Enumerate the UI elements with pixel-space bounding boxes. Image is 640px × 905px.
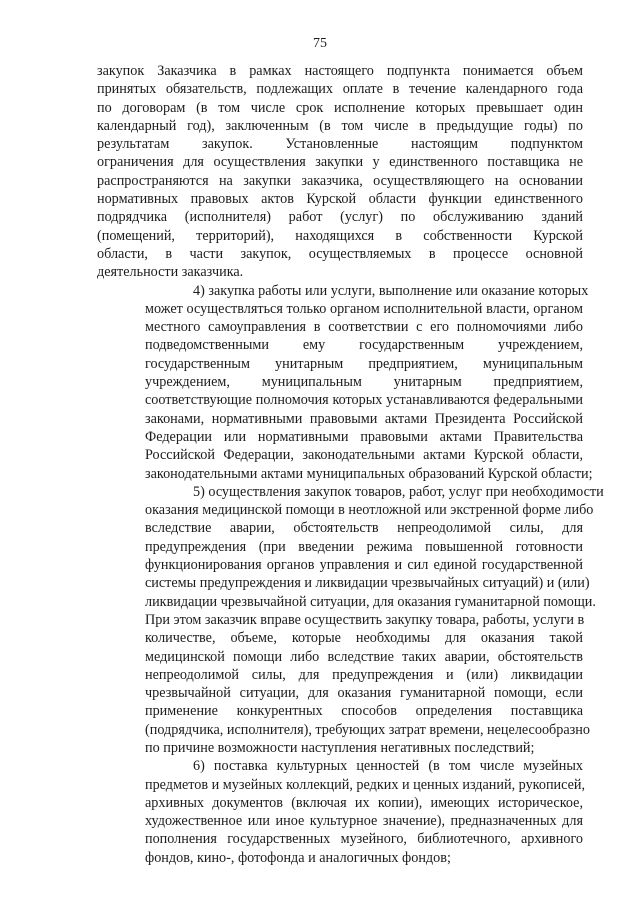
text-line: законодательными актами муниципальных образований Курской области; (145, 465, 593, 482)
text-line: результатам закупок. Установленные настоящим подпунктом (97, 136, 583, 153)
text-line: Российской Федерации, законодательными актами Курской области, (145, 447, 583, 464)
text-line: области, в части закупок, осуществляемых в процессе основной (97, 245, 583, 262)
text-line: 5) осуществления закупок товаров, работ, услуг при необходимости (193, 483, 604, 500)
paragraph-p4 (97, 757, 586, 867)
text-line: календарный год), заключенным (в том числе в предыдущие годы) по (97, 117, 583, 134)
paragraph-p3 (97, 483, 604, 757)
paragraph-p1 (97, 62, 583, 282)
text-line: ограничения для осуществления закупки у единственного поставщика не (97, 154, 583, 171)
text-line: количестве, объеме, которые необходимы для оказания такой (145, 630, 583, 647)
text-line: (помещений, территорий), находящихся в собственности Курской (97, 227, 583, 244)
text-line: (подрядчика, исполнителя), требующих затрат времени, нецелесообразно (145, 721, 590, 738)
text-line: медицинской помощи либо вследствие таких аварии, обстоятельств (145, 648, 583, 665)
document-body (97, 62, 604, 867)
text-line: функционирования органов управления и сил единой государственной (145, 557, 583, 574)
text-line: по причине возможности наступления негативных последствий; (145, 739, 535, 756)
text-line: применение конкурентных способов определения поставщика (145, 703, 583, 720)
text-line: Федерации или нормативными правовыми актами Правительства (145, 428, 583, 445)
text-line: 6) поставка культурных ценностей (в том числе музейных (193, 758, 583, 775)
text-line: по договорам (в том числе срок исполнение которых превышает один (97, 99, 583, 116)
text-line: учреждением, муниципальным унитарным предприятием, (145, 374, 583, 391)
text-line: 4) закупка работы или услуги, выполнение или оказание которых (193, 282, 589, 299)
text-line: архивных документов (включая их копии), имеющих историческое, (145, 794, 583, 811)
text-line: подведомственными ему государственным учреждением, (145, 337, 583, 354)
text-line: подрядчика (исполнителя) работ (услуг) по обслуживанию зданий (97, 209, 583, 226)
text-line: распространяются на закупки заказчика, осуществляющего на основании (97, 172, 583, 189)
text-line: законами, нормативными правовыми актами Президента Российской (145, 410, 583, 427)
paragraph-p2 (97, 282, 593, 483)
text-line: непреодолимой силы, для предупреждения и (или) ликвидации (145, 666, 583, 683)
text-line: деятельности заказчика. (97, 264, 244, 281)
text-line: чрезвычайной ситуации, для оказания гуманитарной помощи, если (145, 685, 583, 702)
text-line: закупок Заказчика в рамках настоящего подпункта понимается объем (97, 63, 583, 79)
text-line: предметов и музейных коллекций, редких и ценных изданий, рукописей, (145, 776, 586, 793)
text-line: При этом заказчик вправе осуществить закупку товара, работы, услуги в (145, 611, 585, 628)
text-line: оказания медицинской помощи в неотложной или экстренной форме либо (145, 502, 594, 519)
text-line: принятых обязательств, подлежащих оплате в течение календарного года (97, 81, 583, 98)
text-line: фондов, кино-, фотофонда и аналогичных фондов; (145, 849, 451, 866)
text-line: вследствие аварии, обстоятельств непреодолимой силы, для (145, 520, 583, 537)
text-line: системы предупреждения и ликвидации чрезвычайных ситуаций) и (или) (145, 575, 590, 592)
text-line: местного самоуправления в соответствии с его полномочиями либо (145, 319, 583, 336)
text-line: соответствующие полномочия которых устанавливаются федеральными (145, 392, 583, 409)
page-number: 75 (313, 36, 327, 51)
text-line: предупреждения (при введении режима повышенной готовности (145, 538, 583, 555)
text-line: художественное или иное культурное значение), предназначенных для (145, 813, 583, 830)
text-line: нормативных правовых актов Курской области функции единственного (97, 191, 583, 208)
text-line: государственным унитарным предприятием, муниципальным (145, 355, 583, 372)
text-line: может осуществляться только органом исполнительной власти, органом (145, 300, 583, 317)
text-line: ликвидации чрезвычайной ситуации, для оказания гуманитарной помощи. (145, 593, 596, 610)
text-line: пополнения государственных музейного, библиотечного, архивного (145, 831, 583, 848)
